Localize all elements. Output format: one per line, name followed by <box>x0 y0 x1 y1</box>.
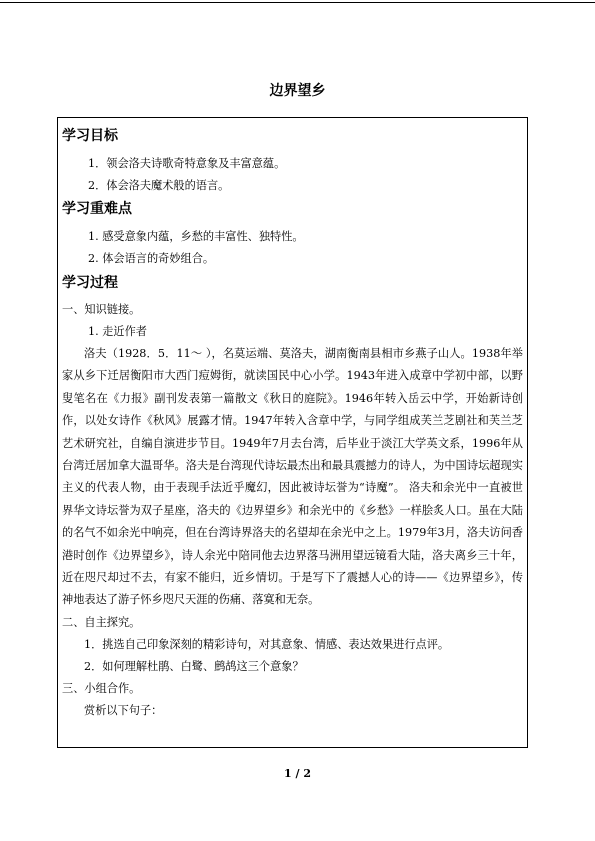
process-part-3-sub: 赏析以下句子： <box>84 703 163 717</box>
section-heading-keypoints: 学习重难点 <box>62 201 132 217</box>
keypoint-item: 2. 体会语言的奇妙组合。 <box>88 252 215 265</box>
goal-item: 1．领会洛夫诗歌奇特意象及丰富意蕴。 <box>88 157 286 170</box>
header-rule <box>0 2 595 3</box>
keypoint-item: 1. 感受意象内蕴，乡愁的丰富性、独特性。 <box>88 230 304 243</box>
process-part-2: 二、自主探究。 <box>62 615 141 629</box>
process-part-2-item: 1．挑选自己印象深刻的精彩诗句，对其意象、情感、表达效果进行点评。 <box>84 637 450 651</box>
author-bio-paragraph: 洛夫（1928．5．11～ ），名莫运端、莫洛夫，湖南衡南县相市乡燕子山人。1938年举家从乡下迁居衡阳市大西门痘姆街，就读国民中心小学。1943年进入成章中学初中部，以野叟笔名在《力报》副刊发表第一篇散文《秋日的庭院》。1946年转入岳云中学，开始新诗创作，以处女诗作《秋风》展露才情。1947年转入含章中学，与同学组成芙兰芝剧社和芙兰芝艺术研究社，自编自演进步节目。1949年7月去台湾，后毕业于淡江大学英文系，1996年从台湾迁居加拿大温哥华。洛夫是台湾现代诗坛最杰出和最具震撼力的诗人，为中国诗坛超现实主义的代表人物，由于表现手法近乎魔幻，因此被诗坛誉为“诗魔”。 洛夫和余光中一直被世界华文诗坛誉为双子星座，洛夫的《边界望乡》和余光中的《乡愁》一样脍炙人口。虽在大陆的名气不如余光中响亮，但在台湾诗界洛夫的名望却在余光中之上。1979年3月，洛夫访问香港时创作《边界望乡》，诗人余光中陪同他去边界落马洲用望远镜看大陆，洛夫离乡三十年，近在咫尺却过不去，有家不能归，近乡情切。于是写下了震撼人心的诗——《边界望乡》，传神地表达了游子怀乡咫尺天涯的伤痛、落寞和无奈。 <box>62 347 523 607</box>
process-part-1: 一、知识链接。 <box>62 303 141 316</box>
content-body <box>62 126 523 722</box>
section-heading-goals: 学习目标 <box>62 128 118 144</box>
section-heading-process: 学习过程 <box>62 275 118 291</box>
goal-item: 2．体会洛夫魔术般的语言。 <box>88 179 230 192</box>
page-number: 1 / 2 <box>284 767 311 780</box>
process-part-2-item: 2．如何理解杜鹃、白鹭、鹧鸪这三个意象？ <box>84 659 304 673</box>
content-frame <box>57 117 528 748</box>
page-title: 边界望乡 <box>269 83 326 99</box>
process-part-3: 三、小组合作。 <box>62 681 141 695</box>
process-part-1-sub: 1. 走近作者 <box>88 325 147 338</box>
